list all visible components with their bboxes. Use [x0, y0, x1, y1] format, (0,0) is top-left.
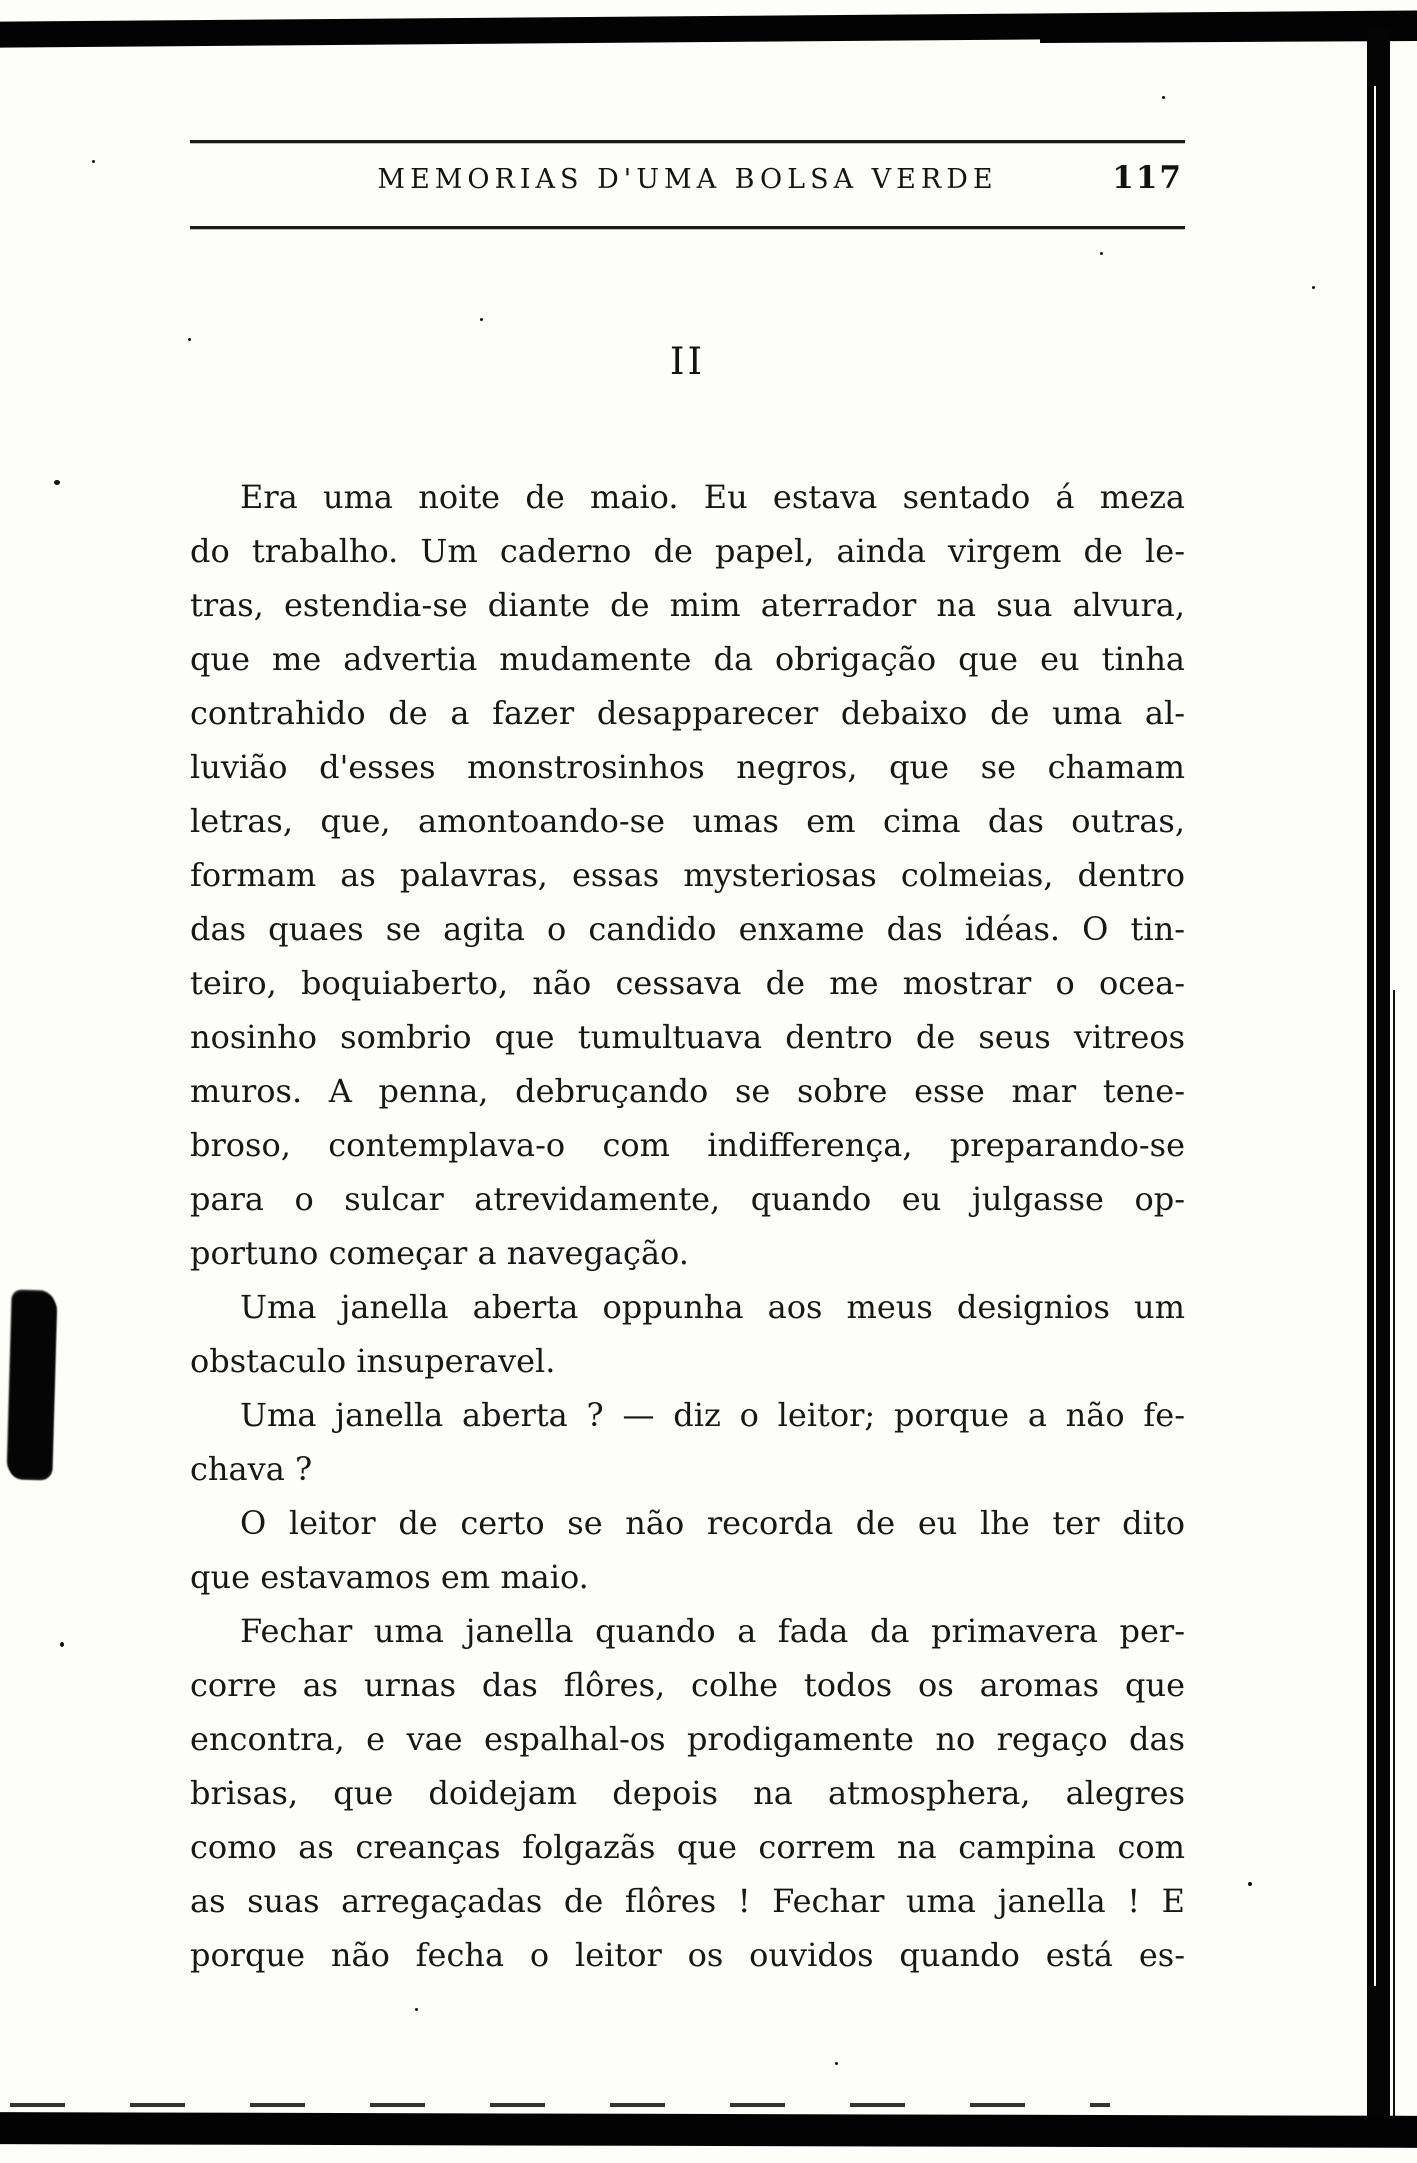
scan-artifact-top-bar-right: [1040, 25, 1417, 43]
text-line: corre as urnas das flôres, colhe todos os aromas que: [190, 1666, 1185, 1704]
chapter-heading: II: [669, 340, 706, 383]
scan-artifact-spine-bar: [1367, 26, 1390, 2122]
header-rule-bottom: [190, 226, 1185, 229]
header-rule-top: [190, 140, 1185, 143]
scan-speck: [1248, 1882, 1252, 1886]
header-page-number: 117: [1112, 160, 1183, 196]
scan-artifact-spine-gap: [1374, 86, 1376, 1986]
scan-speck: [54, 480, 60, 485]
text-line: broso, contemplava-o com indifferença, preparando-se: [190, 1126, 1185, 1164]
text-line: muros. A penna, debruçando se sobre esse mar tene-: [190, 1072, 1185, 1110]
scan-artifact-bottom-fragments: [10, 2103, 1110, 2107]
text-line: obstaculo insuperavel.: [190, 1342, 556, 1380]
scan-speck: [1100, 252, 1103, 255]
text-line: teiro, boquiaberto, não cessava de me mostrar o ocea-: [190, 964, 1185, 1002]
scan-speck: [1312, 286, 1315, 289]
scan-artifact-bottom-bar: [0, 2112, 1417, 2148]
scan-artifact-ink-blob: [7, 1291, 56, 1478]
scan-speck: [92, 160, 95, 163]
text-line: chava ?: [190, 1450, 313, 1488]
text-line: O leitor de certo se não recorda de eu lhe ter dito: [240, 1504, 1185, 1542]
text-line: que me advertia mudamente da obrigação que eu tinha: [190, 640, 1185, 678]
text-line: formam as palavras, essas mysteriosas colmeias, dentro: [190, 856, 1185, 894]
running-header: [190, 140, 1185, 232]
scan-speck: [1162, 96, 1165, 99]
scan-speck: [60, 1642, 64, 1647]
text-line: do trabalho. Um caderno de papel, ainda virgem de le-: [190, 532, 1185, 570]
text-line: porque não fecha o leitor os ouvidos quando está es-: [190, 1936, 1185, 1974]
text-line: Fechar uma janella quando a fada da primavera per-: [240, 1612, 1185, 1650]
text-line: das quaes se agita o candido enxame das idéas. O tin-: [190, 910, 1185, 948]
text-line: contrahido de a fazer desapparecer debaixo de uma al-: [190, 694, 1185, 732]
text-line: Era uma noite de maio. Eu estava sentado á meza: [240, 478, 1185, 516]
text-line: Uma janella aberta oppunha aos meus designios um: [240, 1288, 1185, 1326]
text-line: as suas arregaçadas de flôres ! Fechar uma janella ! E: [190, 1882, 1185, 1920]
text-line: como as creanças folgazãs que correm na campina com: [190, 1828, 1185, 1866]
scan-speck: [480, 318, 483, 321]
header-title: MEMORIAS D'UMA BOLSA VERDE: [377, 164, 998, 195]
text-line: luvião d'esses monstrosinhos negros, que se chamam: [190, 748, 1185, 786]
text-line: letras, que, amontoando-se umas em cima das outras,: [190, 802, 1185, 840]
body-text-block: [190, 470, 1185, 1982]
text-line: nosinho sombrio que tumultuava dentro de seus vitreos: [190, 1018, 1185, 1056]
text-line: para o sulcar atrevidamente, quando eu julgasse op-: [190, 1180, 1185, 1218]
text-line: que estavamos em maio.: [190, 1558, 589, 1596]
scan-artifact-right-line: [1393, 990, 1395, 2120]
scan-speck: [835, 2062, 838, 2065]
text-line: tras, estendia-se diante de mim aterrador na sua alvura,: [190, 586, 1185, 624]
text-line: portuno começar a navegação.: [190, 1234, 689, 1272]
text-line: encontra, e vae espalhal-os prodigamente no regaço das: [190, 1720, 1185, 1758]
text-line: Uma janella aberta ? — diz o leitor; porque a não fe-: [240, 1396, 1185, 1434]
text-line: brisas, que doidejam depois na atmosphera, alegres: [190, 1774, 1185, 1812]
scan-speck: [415, 2008, 418, 2011]
